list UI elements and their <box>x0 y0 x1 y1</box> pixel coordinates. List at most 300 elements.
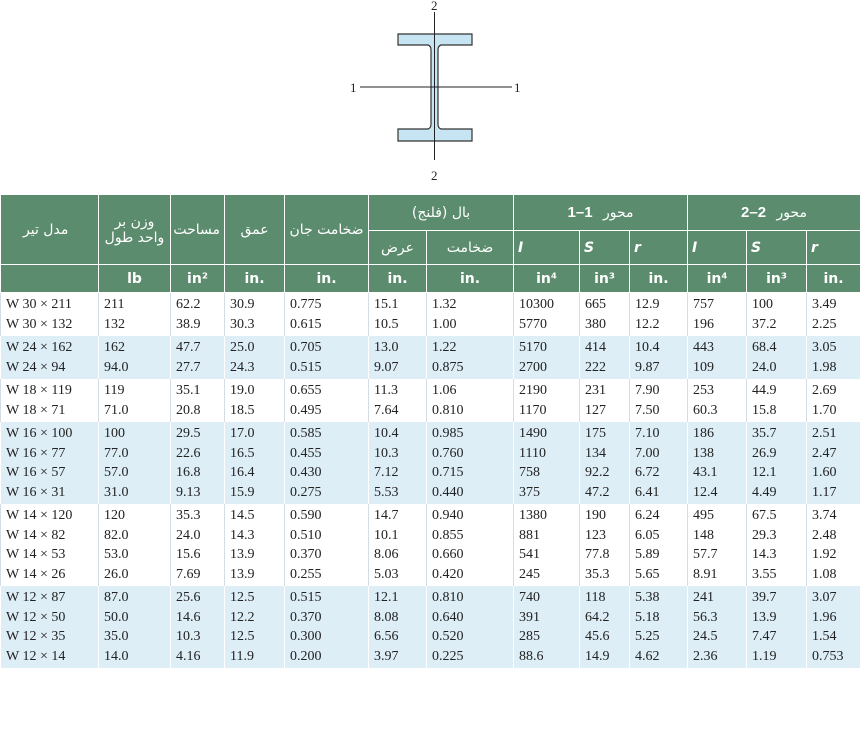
value-axis1-I: 88.6 <box>519 648 544 664</box>
cell-axis2-r <box>807 379 860 422</box>
cell-area <box>171 504 225 586</box>
value-axis1-r: 5.89 <box>635 547 660 562</box>
beam-model-label: W 18 × 71 <box>6 402 66 418</box>
value-axis1-r: 6.41 <box>635 484 660 500</box>
value-axis2-r: 1.92 <box>812 547 837 562</box>
value-axis2-r: 2.47 <box>812 445 837 461</box>
value-axis2-I: 443 <box>693 340 715 355</box>
value-web-thickness: 0.585 <box>290 426 322 441</box>
value-axis1-r: 7.00 <box>635 445 660 461</box>
cell-axis2-I <box>688 379 747 422</box>
value-axis2-S: 37.2 <box>752 316 777 332</box>
cell-axis2-S <box>747 422 807 504</box>
value-depth: 14.5 <box>230 508 255 523</box>
table-row-group <box>1 422 860 504</box>
value-axis2-r: 3.05 <box>812 340 837 355</box>
unit-area: in² <box>171 265 225 293</box>
value-depth: 12.5 <box>230 590 255 605</box>
value-axis1-r: 6.05 <box>635 527 660 543</box>
header-axis-2-number: 2–2 <box>741 204 767 221</box>
value-web-thickness: 0.370 <box>290 609 322 625</box>
value-flange-thickness: 0.420 <box>432 566 464 582</box>
value-web-thickness: 0.275 <box>290 484 322 500</box>
cell-area <box>171 293 225 337</box>
value-weight: 87.0 <box>104 590 129 605</box>
value-axis2-S: 26.9 <box>752 445 777 461</box>
cell-weight <box>99 504 171 586</box>
beam-model-label: W 16 × 77 <box>6 445 66 461</box>
axis-label-bottom: 2 <box>431 168 438 183</box>
beam-model-label: W 14 × 26 <box>6 566 66 582</box>
beam-model-label: W 30 × 211 <box>6 297 72 312</box>
value-axis2-r: 3.49 <box>812 297 837 312</box>
value-axis2-I: 8.91 <box>693 566 718 582</box>
value-axis1-r: 5.38 <box>635 590 660 605</box>
value-depth: 18.5 <box>230 402 255 418</box>
cell-flange-thickness <box>427 293 514 337</box>
value-axis1-S: 190 <box>585 508 607 523</box>
value-axis2-I: 12.4 <box>693 484 718 500</box>
cell-model <box>1 336 99 379</box>
cell-flange-thickness <box>427 504 514 586</box>
cell-axis1-I <box>514 336 580 379</box>
value-axis1-r: 6.24 <box>635 508 660 523</box>
value-flange-width: 13.0 <box>374 340 399 355</box>
value-flange-thickness: 0.660 <box>432 547 464 562</box>
value-axis2-S: 14.3 <box>752 547 777 562</box>
value-area: 22.6 <box>176 445 201 461</box>
cell-axis1-r <box>630 504 688 586</box>
header-axis-1 <box>514 195 688 231</box>
beam-model-label: W 18 × 119 <box>6 383 72 398</box>
cell-area <box>171 422 225 504</box>
value-depth: 11.9 <box>230 648 254 664</box>
value-area: 7.69 <box>176 566 201 582</box>
i-beam-section-figure <box>0 0 860 194</box>
header-area: مساحت <box>171 195 225 265</box>
cell-flange-width <box>369 293 427 337</box>
value-axis1-S: 47.2 <box>585 484 610 500</box>
value-web-thickness: 0.510 <box>290 527 322 543</box>
header-axis-1-word: محور <box>603 205 634 221</box>
value-axis2-I: 495 <box>693 508 715 523</box>
value-axis1-S: 231 <box>585 383 607 398</box>
beam-model-label: W 24 × 162 <box>6 340 73 355</box>
value-weight: 71.0 <box>104 402 129 418</box>
value-flange-thickness: 0.225 <box>432 648 464 664</box>
header-axis-2-word: محور <box>776 205 808 221</box>
value-depth: 30.9 <box>230 297 255 312</box>
header-flange-thickness: ضخامت <box>427 231 514 265</box>
value-weight: 26.0 <box>104 566 129 582</box>
cell-web-thickness <box>285 336 369 379</box>
value-area: 62.2 <box>176 297 201 312</box>
value-axis1-I: 285 <box>519 629 541 644</box>
value-flange-width: 11.3 <box>374 383 398 398</box>
header-web-thickness: ضخامت جان <box>285 195 369 265</box>
value-area: 29.5 <box>176 426 201 441</box>
header-weight <box>99 195 171 265</box>
value-flange-width: 9.07 <box>374 359 399 375</box>
value-web-thickness: 0.255 <box>290 566 322 582</box>
w-shape-properties-table <box>0 194 860 668</box>
value-weight: 162 <box>104 340 125 355</box>
beam-model-label: W 24 × 94 <box>6 359 66 375</box>
cell-model <box>1 293 99 337</box>
header-axis1-S: S <box>580 231 630 265</box>
value-flange-width: 6.56 <box>374 629 399 644</box>
cell-weight <box>99 422 171 504</box>
axis-label-right: 1 <box>514 80 521 95</box>
value-area: 9.13 <box>176 484 201 500</box>
value-flange-thickness: 0.715 <box>432 465 464 480</box>
value-axis2-r: 3.74 <box>812 508 837 523</box>
value-axis1-I: 1380 <box>519 508 548 523</box>
value-axis1-S: 127 <box>585 402 607 418</box>
value-axis2-S: 1.19 <box>752 648 777 664</box>
value-axis2-I: 196 <box>693 316 715 332</box>
header-flange-width: عرض <box>369 231 427 265</box>
value-axis1-S: 118 <box>585 590 606 605</box>
cell-model <box>1 422 99 504</box>
value-axis1-I: 375 <box>519 484 541 500</box>
value-flange-thickness: 0.855 <box>432 527 464 543</box>
cell-axis1-S <box>580 422 630 504</box>
value-depth: 16.4 <box>230 465 255 480</box>
header-axis-2 <box>688 195 860 231</box>
cell-axis2-r <box>807 336 860 379</box>
cell-model <box>1 504 99 586</box>
value-flange-width: 7.12 <box>374 465 399 480</box>
value-depth: 24.3 <box>230 359 255 375</box>
header-axis2-r: r <box>807 231 860 265</box>
value-depth: 30.3 <box>230 316 255 332</box>
value-axis2-I: 43.1 <box>693 465 718 480</box>
value-depth: 13.9 <box>230 566 255 582</box>
cell-web-thickness <box>285 504 369 586</box>
value-axis1-I: 740 <box>519 590 541 605</box>
unit-axis1-S: in³ <box>580 265 630 293</box>
value-axis2-S: 3.55 <box>752 566 777 582</box>
header-axis-1-number: 1–1 <box>567 204 593 221</box>
value-flange-thickness: 1.22 <box>432 340 457 355</box>
value-axis2-S: 39.7 <box>752 590 777 605</box>
cell-depth <box>225 504 285 586</box>
value-axis2-r: 1.70 <box>812 402 837 418</box>
value-axis2-I: 24.5 <box>693 629 718 644</box>
table-row-group <box>1 586 860 668</box>
value-weight: 50.0 <box>104 609 129 625</box>
value-flange-width: 7.64 <box>374 402 399 418</box>
value-area: 16.8 <box>176 465 201 480</box>
cell-axis1-r <box>630 586 688 668</box>
value-axis2-I: 109 <box>693 359 715 375</box>
header-weight-line1: وزن بر <box>114 213 155 230</box>
value-weight: 57.0 <box>104 465 129 480</box>
cell-depth <box>225 422 285 504</box>
cell-axis1-S <box>580 504 630 586</box>
cell-flange-width <box>369 336 427 379</box>
value-axis1-S: 64.2 <box>585 609 610 625</box>
cell-axis2-r <box>807 586 860 668</box>
table-row-group <box>1 336 860 379</box>
value-axis2-r: 2.25 <box>812 316 837 332</box>
value-axis2-r: 2.48 <box>812 527 837 543</box>
header-depth: عمق <box>225 195 285 265</box>
value-weight: 100 <box>104 426 125 441</box>
table-row-group <box>1 379 860 422</box>
header-axis2-I: I <box>688 231 747 265</box>
value-flange-width: 12.1 <box>374 590 399 605</box>
value-weight: 120 <box>104 508 125 523</box>
beam-model-label: W 14 × 53 <box>6 547 66 562</box>
value-depth: 14.3 <box>230 527 255 543</box>
cell-axis1-r <box>630 422 688 504</box>
beam-model-label: W 12 × 14 <box>6 648 66 664</box>
value-axis1-r: 12.2 <box>635 316 660 332</box>
beam-model-label: W 16 × 100 <box>6 426 73 441</box>
value-axis1-I: 1170 <box>519 402 547 418</box>
value-axis2-r: 1.98 <box>812 359 837 375</box>
header-axis2-S: S <box>747 231 807 265</box>
cell-flange-thickness <box>427 336 514 379</box>
unit-flange-thickness: in. <box>427 265 514 293</box>
value-axis1-r: 4.62 <box>635 648 660 664</box>
value-flange-width: 14.7 <box>374 508 399 523</box>
value-axis2-I: 56.3 <box>693 609 718 625</box>
header-model: مدل تیر <box>1 195 99 265</box>
value-axis1-I: 881 <box>519 527 541 543</box>
value-flange-width: 5.03 <box>374 566 399 582</box>
value-weight: 94.0 <box>104 359 129 375</box>
value-flange-width: 3.97 <box>374 648 399 664</box>
axis-label-top: 2 <box>431 0 438 13</box>
value-flange-thickness: 0.640 <box>432 609 464 625</box>
unit-axis1-r: in. <box>630 265 688 293</box>
value-area: 15.6 <box>176 547 201 562</box>
cell-web-thickness <box>285 293 369 337</box>
value-web-thickness: 0.300 <box>290 629 322 644</box>
value-flange-width: 15.1 <box>374 297 399 312</box>
value-web-thickness: 0.430 <box>290 465 322 480</box>
cell-axis1-r <box>630 379 688 422</box>
value-axis2-S: 4.49 <box>752 484 777 500</box>
cell-axis1-S <box>580 293 630 337</box>
value-axis1-S: 92.2 <box>585 465 610 480</box>
value-web-thickness: 0.590 <box>290 508 322 523</box>
value-axis2-I: 757 <box>693 297 715 312</box>
value-weight: 35.0 <box>104 629 129 644</box>
value-weight: 77.0 <box>104 445 129 461</box>
value-depth: 12.5 <box>230 629 255 644</box>
value-flange-width: 5.53 <box>374 484 399 500</box>
value-axis1-I: 5170 <box>519 340 548 355</box>
unit-weight: lb <box>99 265 171 293</box>
unit-axis2-I: in⁴ <box>688 265 747 293</box>
value-flange-width: 8.06 <box>374 547 399 562</box>
value-depth: 19.0 <box>230 383 255 398</box>
value-web-thickness: 0.200 <box>290 648 322 664</box>
value-flange-thickness: 0.760 <box>432 445 464 461</box>
value-axis2-I: 2.36 <box>693 648 718 664</box>
cell-model <box>1 586 99 668</box>
cell-axis2-I <box>688 293 747 337</box>
value-axis1-S: 35.3 <box>585 566 610 582</box>
value-axis1-r: 7.10 <box>635 426 660 441</box>
value-web-thickness: 0.515 <box>290 359 322 375</box>
value-axis2-S: 24.0 <box>752 359 777 375</box>
value-flange-thickness: 0.810 <box>432 590 464 605</box>
value-area: 4.16 <box>176 648 201 664</box>
unit-axis2-S: in³ <box>747 265 807 293</box>
value-axis1-r: 5.65 <box>635 566 660 582</box>
beam-model-label: W 14 × 82 <box>6 527 66 543</box>
cell-axis1-S <box>580 586 630 668</box>
cell-axis2-r <box>807 293 860 337</box>
value-flange-thickness: 1.06 <box>432 383 457 398</box>
value-area: 27.7 <box>176 359 201 375</box>
value-axis2-S: 100 <box>752 297 774 312</box>
cell-flange-thickness <box>427 422 514 504</box>
value-flange-thickness: 0.940 <box>432 508 464 523</box>
value-flange-thickness: 0.520 <box>432 629 464 644</box>
value-weight: 82.0 <box>104 527 129 543</box>
cell-axis2-I <box>688 422 747 504</box>
value-axis1-S: 14.9 <box>585 648 610 664</box>
beam-model-label: W 12 × 87 <box>6 590 66 605</box>
unit-axis2-r: in. <box>807 265 860 293</box>
unit-depth: in. <box>225 265 285 293</box>
value-area: 25.6 <box>176 590 201 605</box>
value-flange-thickness: 0.985 <box>432 426 464 441</box>
cell-depth <box>225 336 285 379</box>
value-axis1-I: 758 <box>519 465 541 480</box>
cell-flange-width <box>369 422 427 504</box>
cell-axis1-r <box>630 336 688 379</box>
cell-axis1-I <box>514 379 580 422</box>
value-axis1-I: 245 <box>519 566 541 582</box>
value-axis1-S: 380 <box>585 316 607 332</box>
header-flange: بال (فلنج) <box>369 195 514 231</box>
value-axis1-S: 123 <box>585 527 607 543</box>
value-axis2-S: 15.8 <box>752 402 777 418</box>
value-axis2-r: 0.753 <box>812 648 844 664</box>
value-web-thickness: 0.775 <box>290 297 322 312</box>
value-axis2-r: 1.17 <box>812 484 837 500</box>
cell-depth <box>225 379 285 422</box>
cell-model <box>1 379 99 422</box>
cell-web-thickness <box>285 422 369 504</box>
table-header <box>1 195 860 293</box>
cell-flange-thickness <box>427 586 514 668</box>
cell-axis2-S <box>747 586 807 668</box>
cell-axis1-I <box>514 293 580 337</box>
value-axis2-S: 13.9 <box>752 609 777 625</box>
value-depth: 12.2 <box>230 609 255 625</box>
value-axis1-S: 665 <box>585 297 607 312</box>
value-axis1-I: 2700 <box>519 359 548 375</box>
value-web-thickness: 0.495 <box>290 402 322 418</box>
value-axis2-S: 12.1 <box>752 465 777 480</box>
value-axis1-r: 5.18 <box>635 609 660 625</box>
cell-axis2-S <box>747 293 807 337</box>
value-flange-thickness: 1.00 <box>432 316 457 332</box>
value-axis2-r: 1.08 <box>812 566 837 582</box>
cell-axis2-r <box>807 422 860 504</box>
beam-model-label: W 16 × 31 <box>6 484 66 500</box>
cell-weight <box>99 293 171 337</box>
cell-axis1-I <box>514 504 580 586</box>
value-web-thickness: 0.615 <box>290 316 322 332</box>
value-weight: 211 <box>104 297 125 312</box>
unit-web-thickness: in. <box>285 265 369 293</box>
header-weight-line2: واحد طول <box>104 229 165 246</box>
cell-axis2-S <box>747 336 807 379</box>
value-axis2-I: 253 <box>693 383 715 398</box>
value-area: 20.8 <box>176 402 201 418</box>
table-row-group <box>1 293 860 337</box>
value-area: 24.0 <box>176 527 201 543</box>
value-axis2-S: 44.9 <box>752 383 777 398</box>
value-axis1-S: 222 <box>585 359 607 375</box>
beam-model-label: W 30 × 132 <box>6 316 73 332</box>
value-axis2-r: 2.69 <box>812 383 837 398</box>
unit-flange-width: in. <box>369 265 427 293</box>
value-axis2-I: 241 <box>693 590 715 605</box>
value-flange-width: 10.4 <box>374 426 399 441</box>
value-axis1-I: 10300 <box>519 297 555 312</box>
value-flange-width: 10.1 <box>374 527 399 543</box>
value-axis1-r: 6.72 <box>635 465 660 480</box>
axis-label-left: 1 <box>350 80 357 95</box>
value-weight: 31.0 <box>104 484 129 500</box>
value-axis1-I: 391 <box>519 609 541 625</box>
value-axis1-r: 10.4 <box>635 340 660 355</box>
value-axis2-I: 57.7 <box>693 547 718 562</box>
value-flange-thickness: 0.810 <box>432 402 464 418</box>
value-area: 38.9 <box>176 316 201 332</box>
value-flange-thickness: 0.440 <box>432 484 464 500</box>
value-flange-width: 10.3 <box>374 445 399 461</box>
value-web-thickness: 0.705 <box>290 340 322 355</box>
value-axis1-r: 9.87 <box>635 359 660 375</box>
value-axis2-S: 68.4 <box>752 340 777 355</box>
cell-axis2-I <box>688 504 747 586</box>
value-weight: 53.0 <box>104 547 129 562</box>
unit-blank <box>1 265 99 293</box>
cell-flange-width <box>369 586 427 668</box>
value-flange-width: 10.5 <box>374 316 399 332</box>
cell-web-thickness <box>285 586 369 668</box>
cell-area <box>171 336 225 379</box>
value-web-thickness: 0.515 <box>290 590 322 605</box>
value-axis2-I: 138 <box>693 445 715 461</box>
value-area: 35.3 <box>176 508 201 523</box>
cell-axis1-S <box>580 379 630 422</box>
value-depth: 25.0 <box>230 340 255 355</box>
cell-weight <box>99 586 171 668</box>
value-axis2-r: 3.07 <box>812 590 837 605</box>
cell-weight <box>99 379 171 422</box>
header-axis1-r: r <box>630 231 688 265</box>
value-web-thickness: 0.455 <box>290 445 322 461</box>
cell-depth <box>225 293 285 337</box>
value-flange-thickness: 1.32 <box>432 297 457 312</box>
cell-axis2-S <box>747 379 807 422</box>
cell-flange-thickness <box>427 379 514 422</box>
value-area: 14.6 <box>176 609 201 625</box>
value-axis2-I: 148 <box>693 527 715 543</box>
